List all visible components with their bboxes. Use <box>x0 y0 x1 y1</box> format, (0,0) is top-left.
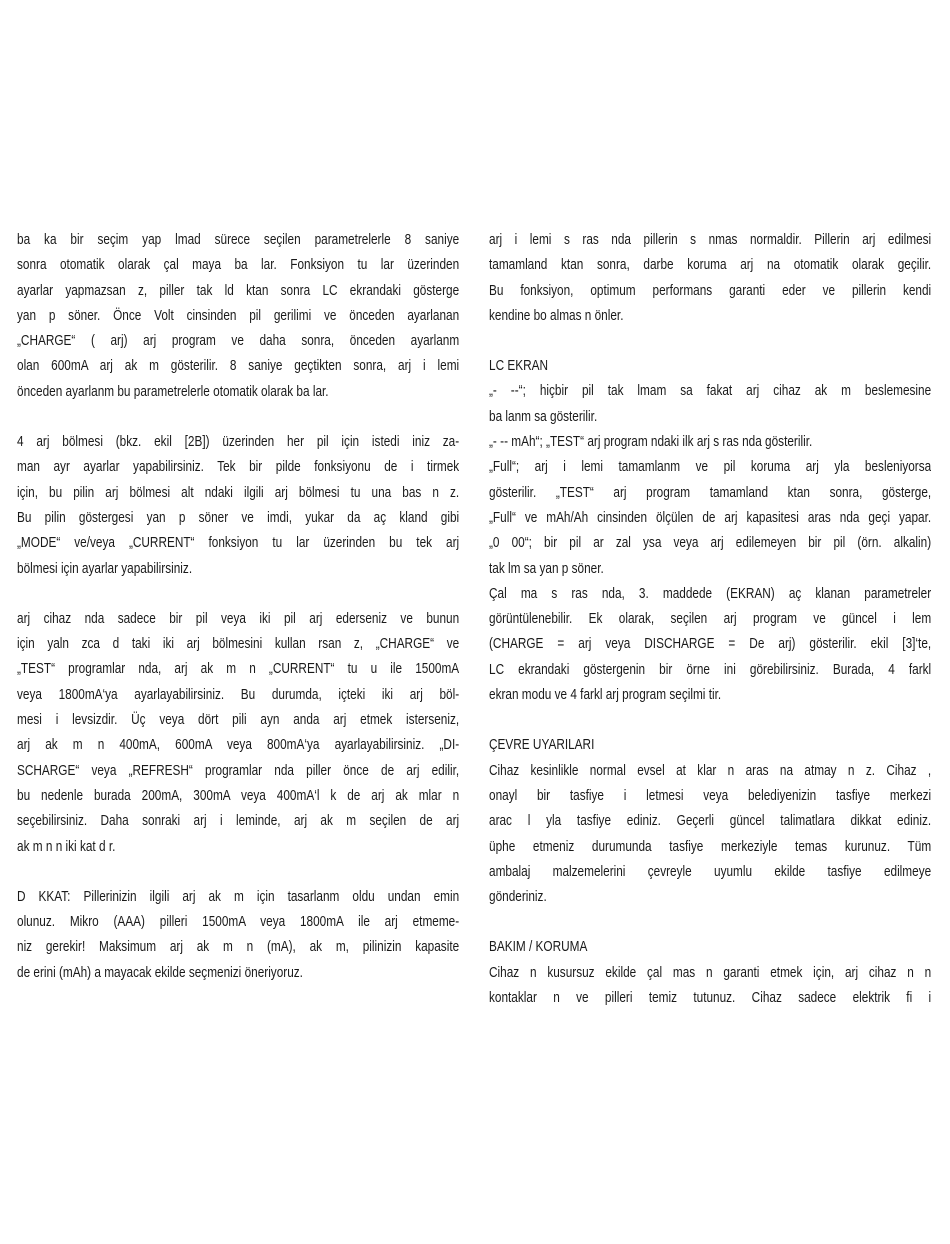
text-line: „TEST“ programlar nda, arj ak m n „CURRENT“ tu u ile 1500mA <box>17 661 460 678</box>
text-line: gösterilir. „TEST“ arj program tamamland ktan sonra, gösterge, <box>489 484 932 501</box>
text-line: „CHARGE“ ( arj) arj program ve daha sonra, önceden ayarlanm <box>17 333 460 350</box>
text-line: sonra otomatik olarak çal maya ba lar. Fonksiyon tu lar üzerinden <box>17 257 460 274</box>
text-line: için, bu pilin arj bölmesi alt ndaki ilgili arj bölmesi tu una bas n z. <box>17 484 460 501</box>
section-heading: ÇEVRE UYARILARI <box>489 737 595 754</box>
text-line: kendine bo almas n önler. <box>489 307 624 324</box>
section-environment <box>489 733 931 910</box>
text-line: onayl bir tasfiye i letmesi veya belediyenizin tasfiye merkezi <box>489 787 932 804</box>
text-line: olunuz. Mikro (AAA) pilleri 1500mA veya 1800mA ile arj etmeme- <box>17 914 460 931</box>
text-line: de erini (mAh) a mayacak ekilde seçmenizi öneriyoruz. <box>17 964 303 981</box>
text-line: „Full“ ve mAh/Ah cinsinden ölçülen de arj kapasitesi aras nda geçi yapar. <box>489 509 932 526</box>
text-line: Cihaz n kusursuz ekilde çal mas n garanti etmek için, arj cihaz n n <box>489 964 932 981</box>
text-line: ayarlar yapmazsan z, piller tak ld ktan sonra LC ekrandaki gösterge <box>17 282 460 299</box>
text-line: (CHARGE = arj veya DISCHARGE = De arj) gösterilir. ekil [3]‘te, <box>489 636 932 653</box>
text-line: görüntülenebilir. Ek olarak, seçilen arj program ve güncel i lem <box>489 611 932 628</box>
text-line: yan p söner. Önce Volt cinsinden pil gerilimi ve önceden ayarlanan <box>17 307 460 324</box>
text-line: önceden ayarlanm bu parametrelerle otomatik olarak ba lar. <box>17 383 329 400</box>
text-line: „0 00“; bir pil ar zal ysa veya arj edilemeyen bir pil (örn. alkalin) <box>489 535 932 552</box>
text-line: arj i lemi s ras nda pillerin s nmas normaldir. Pillerin arj edilmesi <box>489 232 932 248</box>
text-line: gönderiniz. <box>489 889 547 906</box>
text-line: „- -- mAh“; „TEST“ arj program ndaki ilk arj s ras nda gösterilir. <box>489 434 813 451</box>
text-line: Çal ma s ras nda, 3. maddede (EKRAN) aç klanan parametreler <box>489 585 932 602</box>
text-line: için yaln zca d taki iki arj bölmesini kullan rsan z, „CHARGE“ ve <box>17 636 460 653</box>
text-line: arj ak m n 400mA, 600mA veya 800mA‘ya ayarlayabilirsiniz. „DI- <box>17 737 460 754</box>
text-line: ba lanm sa gösterilir. <box>489 408 598 425</box>
section-heading: LC EKRAN <box>489 358 549 375</box>
text-line: bu nedenle burada 200mA, 300mA veya 400mA‘l k de arj ak mlar n <box>17 787 460 804</box>
text-line: „MODE“ ve/veya „CURRENT“ fonksiyon tu lar üzerinden bu tek arj <box>17 535 460 552</box>
text-line: tak lm sa yan p söner. <box>489 560 604 577</box>
text-line: Cihaz kesinlikle normal evsel at klar n aras na atmay n z. Cihaz , <box>489 762 932 779</box>
text-line: Bu fonksiyon, optimum performans garanti eder ve pillerin kendi <box>489 282 932 299</box>
text-line: arj cihaz nda sadece bir pil veya iki pil arj ederseniz ve bunun <box>17 610 460 627</box>
text-line: arac l yla tasfiye ediniz. Geçerli güncel talimatlara dikkat ediniz. <box>489 813 932 830</box>
text-line: SCHARGE“ veya „REFRESH“ programlar nda piller önce de arj edilir, <box>17 762 460 779</box>
text-line: 4 arj bölmesi (bkz. ekil [2B]) üzerinden her pil için istedi iniz za- <box>17 434 460 451</box>
text-line: D KKAT: Pillerinizin ilgili arj ak m için tasarlanm oldu undan emin <box>17 888 460 905</box>
text-line: „Full“; arj i lemi tamamlanm ve pil koruma arj yla besleniyorsa <box>489 459 932 476</box>
right-column <box>489 228 931 1036</box>
paragraph-warning <box>17 885 459 986</box>
paragraph-individual-settings <box>17 430 459 582</box>
section-heading: BAKIM / KORUMA <box>489 939 588 956</box>
paragraph-auto-start <box>17 228 459 405</box>
text-line: ekran modu ve 4 farkl arj program seçilmi tir. <box>489 687 722 704</box>
text-line: niz gerekir! Maksimum arj ak m n (mA), ak m, pilinizin kapasite <box>17 939 460 956</box>
text-line: ak m n n iki kat d r. <box>17 838 116 855</box>
left-column <box>17 228 459 1011</box>
section-maintenance <box>489 935 931 1011</box>
paragraph-charging-intro <box>489 228 931 329</box>
text-line: seçebilirsiniz. Daha sonraki arj i leminde, arj ak m seçilen de arj <box>17 813 460 830</box>
text-line: ambalaj malzemelerini çevreyle uyumlu ekilde tasfiye edilmeye <box>489 863 932 880</box>
text-line: kontaklar n ve pilleri temiz tutunuz. Cihaz sadece elektrik fi i <box>489 990 932 1007</box>
text-line: tamamland ktan sonra, darbe koruma arj na otomatik olarak geçilir. <box>489 257 932 274</box>
text-line: „- --“; hiçbir pil tak lmam sa fakat arj cihaz ak m beslemesine <box>489 383 932 400</box>
section-lc-display <box>489 354 931 708</box>
text-line: üphe etmeniz durumunda tasfiye merkeziyle temas kurunuz. Tüm <box>489 838 932 855</box>
text-line: bölmesi için ayarlar yapabilirsiniz. <box>17 560 193 577</box>
text-line: LC ekrandaki göstergenin bir örne ini görebilirsiniz. Burada, 4 farkl <box>489 661 932 678</box>
text-line: veya 1800mA‘ya ayarlayabilirsiniz. Bu durumda, içteki iki arj böl- <box>17 686 460 703</box>
paragraph-charge-current <box>17 607 459 860</box>
text-line: olan 600mA arj ak m gösterilir. 8 saniye geçtikten sonra, arj i lemi <box>17 358 460 375</box>
text-line: mesi i levsizdir. Üç veya dört pili ayn anda arj etmek isterseniz, <box>17 712 460 729</box>
text-line: Bu pilin göstergesi yan p söner ve imdi, yukar da aç kland gibi <box>17 509 460 526</box>
text-line: man ayr ayarlar yapabilirsiniz. Tek bir pilde fonksiyonu de i tirmek <box>17 459 460 476</box>
text-line: ba ka bir seçim yap lmad sürece seçilen parametrelerle 8 saniye <box>17 232 460 248</box>
